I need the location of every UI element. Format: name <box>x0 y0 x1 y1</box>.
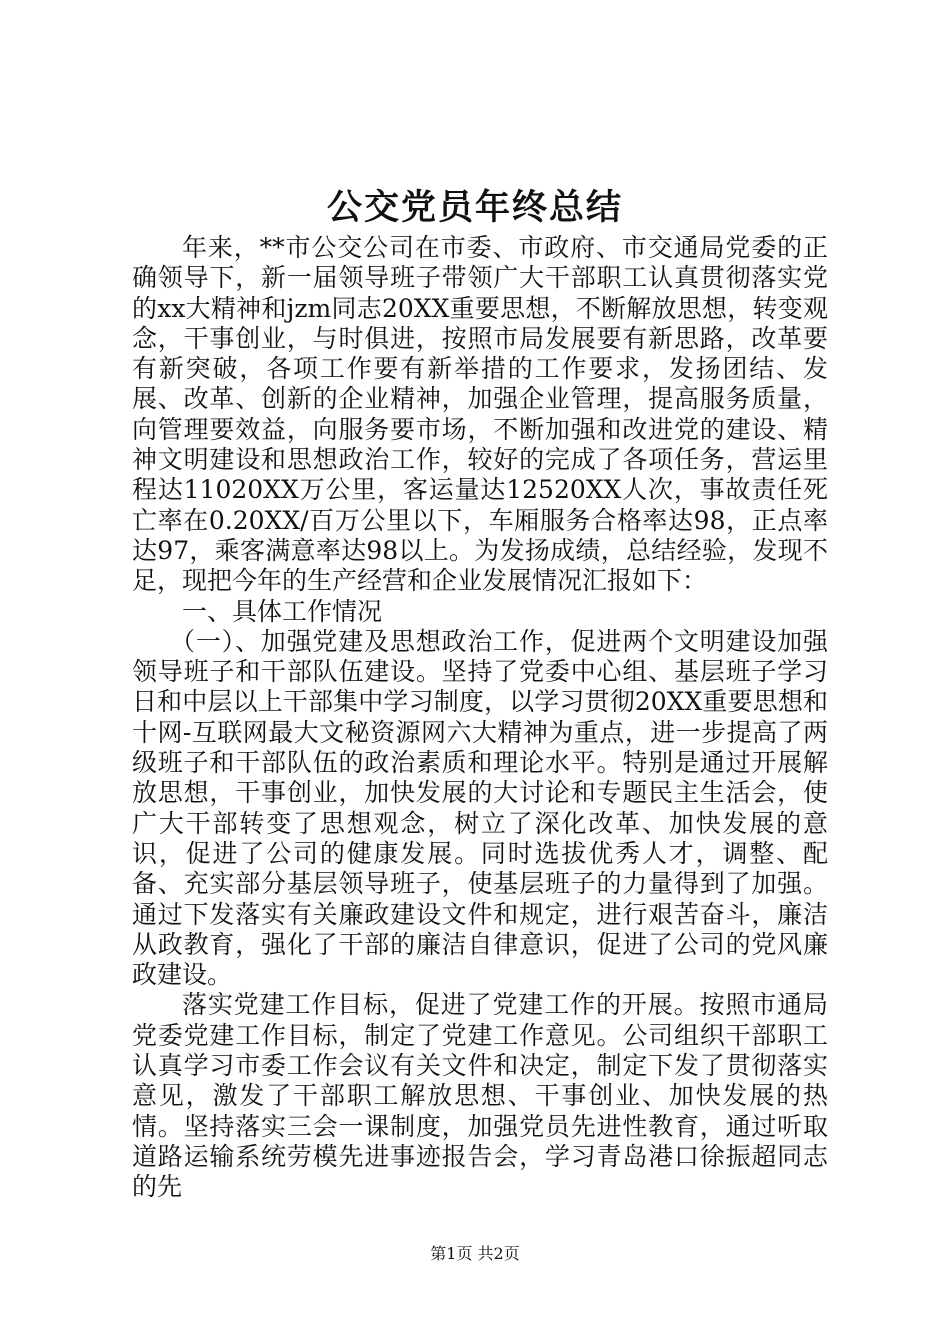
page-number-footer: 第1页 共2页 <box>430 1244 520 1263</box>
paragraph-intro: 年来，**市公交公司在市委、市政府、市交通局党委的正确领导下，新一届领导班子带领广大干部职工认真贯彻落实党的xx大精神和jzm同志20XX重要思想，不断解放思想，转变观念，干事创业，与时俱进，按照市局发展要有新思路，改革要有新突破，各项工作要有新举措的工作要求，发扬团结、发展、改革、创新的企业精神，加强企业管理，提高服务质量，向管理要效益，向服务要市场，不断加强和改进党的建设、精神文明建设和思想政治工作，较好的完成了各项任务，营运里程达11020XX万公里，客运量达12520XX人次，事故责任死亡率在0.20XX/百万公里以下，车厢服务合格率达98，正点率达97，乘客满意率达98以上。为发扬成绩，总结经验，发现不足，现把今年的生产经营和企业发展情况汇报如下： <box>132 233 828 596</box>
paragraph-party-building: （一）、加强党建及思想政治工作，促进两个文明建设加强领导班子和干部队伍建设。坚持了党委中心组、基层班子学习日和中层以上干部集中学习制度，以学习贯彻20XX重要思想和十网-互联网最大文秘资源网六大精神为重点，进一步提高了两级班子和干部队伍的政治素质和理论水平。特别是通过开展解放思想，干事创业，加快发展的大讨论和专题民主生活会，使广大干部转变了思想观念，树立了深化改革、加快发展的意识，促进了公司的健康发展。同时选拔优秀人才，调整、配备、充实部分基层领导班子，使基层班子的力量得到了加强。通过下发落实有关廉政建设文件和规定，进行艰苦奋斗，廉洁从政教育，强化了干部的廉洁自律意识，促进了公司的党风廉政建设。 <box>132 626 828 990</box>
document-body <box>132 233 828 1203</box>
section-heading-1: 一、具体工作情况 <box>182 596 383 626</box>
paragraph-party-goals: 落实党建工作目标，促进了党建工作的开展。按照市通局党委党建工作目标，制定了党建工作意见。公司组织干部职工认真学习市委工作会议有关文件和决定，制定下发了贯彻落实意见，激发了干部职工解放思想、干事创业、加快发展的热情。坚持落实三会一课制度，加强党员先进性教育，通过听取道路运输系统劳模先进事迹报告会，学习青岛港口徐振超同志的先 <box>132 990 828 1202</box>
document-title: 公交党员年终总结 <box>326 187 623 228</box>
